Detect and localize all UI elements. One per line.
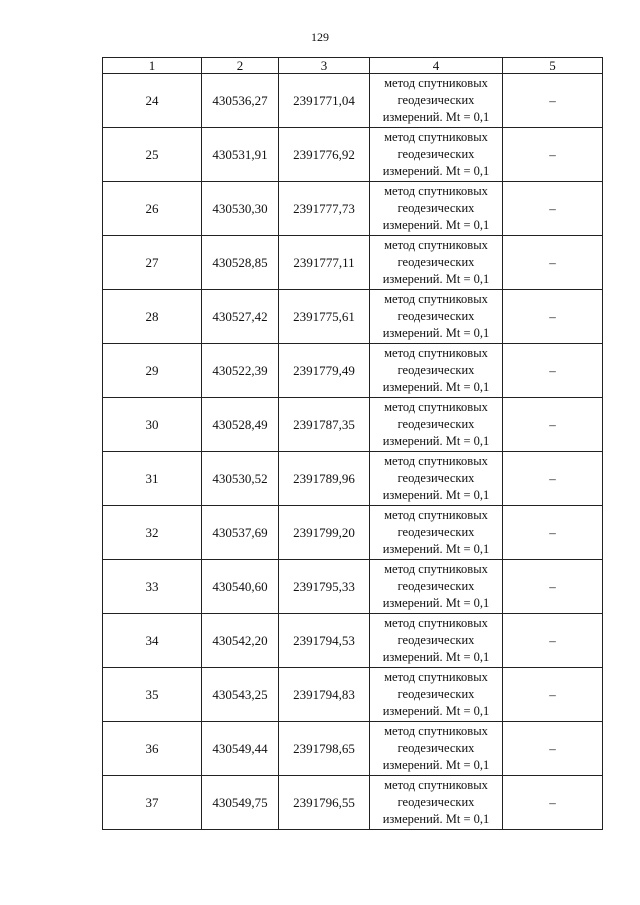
coordinate-x: 430527,42	[202, 290, 279, 344]
coordinate-y: 2391775,61	[279, 290, 370, 344]
coordinate-y: 2391779,49	[279, 344, 370, 398]
method-description	[370, 290, 503, 344]
method-line-3: измерений. Mt = 0,1	[382, 758, 490, 772]
method-line-1: метод спутниковых	[384, 184, 488, 198]
table-row	[103, 236, 603, 290]
coordinate-y: 2391789,96	[279, 452, 370, 506]
method-line-1: метод спутниковых	[384, 670, 488, 684]
table-row	[103, 74, 603, 128]
coordinate-y: 2391787,35	[279, 398, 370, 452]
point-number: 29	[103, 344, 202, 398]
coordinate-x: 430543,25	[202, 668, 279, 722]
coordinate-y: 2391795,33	[279, 560, 370, 614]
point-number: 32	[103, 506, 202, 560]
method-description	[370, 506, 503, 560]
coordinate-x: 430531,91	[202, 128, 279, 182]
method-description	[370, 398, 503, 452]
point-number: 37	[103, 776, 202, 830]
point-number: 30	[103, 398, 202, 452]
method-line-1: метод спутниковых	[384, 130, 488, 144]
coordinate-x: 430536,27	[202, 74, 279, 128]
coordinate-y: 2391799,20	[279, 506, 370, 560]
point-number: 24	[103, 74, 202, 128]
column-header-2: 2	[202, 58, 279, 74]
method-line-1: метод спутниковых	[384, 616, 488, 630]
column-header-5: 5	[503, 58, 603, 74]
method-line-1: метод спутниковых	[384, 346, 488, 360]
method-line-3: измерений. Mt = 0,1	[382, 434, 490, 448]
method-line-2: геодезических	[397, 741, 475, 755]
method-line-3: измерений. Mt = 0,1	[382, 326, 490, 340]
method-description	[370, 452, 503, 506]
table-row	[103, 668, 603, 722]
method-description	[370, 182, 503, 236]
coordinate-y: 2391798,65	[279, 722, 370, 776]
method-line-3: измерений. Mt = 0,1	[382, 488, 490, 502]
point-number: 27	[103, 236, 202, 290]
method-description	[370, 722, 503, 776]
method-line-2: геодезических	[397, 525, 475, 539]
method-description	[370, 236, 503, 290]
coordinate-y: 2391796,55	[279, 776, 370, 830]
point-number: 34	[103, 614, 202, 668]
method-line-2: геодезических	[397, 201, 475, 215]
note-cell: –	[503, 398, 603, 452]
column-header-3: 3	[279, 58, 370, 74]
method-line-3: измерений. Mt = 0,1	[382, 164, 490, 178]
note-cell: –	[503, 560, 603, 614]
coordinate-x: 430528,49	[202, 398, 279, 452]
point-number: 33	[103, 560, 202, 614]
method-line-3: измерений. Mt = 0,1	[382, 704, 490, 718]
method-line-1: метод спутниковых	[384, 562, 488, 576]
column-header-1: 1	[103, 58, 202, 74]
note-cell: –	[503, 452, 603, 506]
coordinate-x: 430537,69	[202, 506, 279, 560]
method-line-2: геодезических	[397, 309, 475, 323]
method-line-2: геодезических	[397, 417, 475, 431]
table-row	[103, 290, 603, 344]
table-row	[103, 776, 603, 830]
method-description	[370, 128, 503, 182]
note-cell: –	[503, 614, 603, 668]
note-cell: –	[503, 668, 603, 722]
coordinate-x: 430549,75	[202, 776, 279, 830]
method-line-2: геодезических	[397, 363, 475, 377]
point-number: 35	[103, 668, 202, 722]
coordinate-y: 2391771,04	[279, 74, 370, 128]
table-row	[103, 398, 603, 452]
coordinate-y: 2391777,11	[279, 236, 370, 290]
method-line-3: измерений. Mt = 0,1	[382, 380, 490, 394]
method-line-2: геодезических	[397, 93, 475, 107]
coordinate-y: 2391777,73	[279, 182, 370, 236]
method-line-3: измерений. Mt = 0,1	[382, 272, 490, 286]
method-line-1: метод спутниковых	[384, 454, 488, 468]
note-cell: –	[503, 344, 603, 398]
table-row	[103, 452, 603, 506]
table-row	[103, 128, 603, 182]
coordinate-y: 2391794,53	[279, 614, 370, 668]
table-row	[103, 344, 603, 398]
point-number: 31	[103, 452, 202, 506]
method-description	[370, 560, 503, 614]
table-row	[103, 506, 603, 560]
note-cell: –	[503, 236, 603, 290]
coordinate-x: 430528,85	[202, 236, 279, 290]
point-number: 26	[103, 182, 202, 236]
coordinates-table	[102, 57, 603, 830]
method-line-2: геодезических	[397, 633, 475, 647]
coordinate-y: 2391794,83	[279, 668, 370, 722]
point-number: 28	[103, 290, 202, 344]
table-row	[103, 722, 603, 776]
method-line-2: геодезических	[397, 471, 475, 485]
coordinate-x: 430540,60	[202, 560, 279, 614]
method-line-2: геодезических	[397, 255, 475, 269]
note-cell: –	[503, 182, 603, 236]
method-line-3: измерений. Mt = 0,1	[382, 110, 490, 124]
note-cell: –	[503, 722, 603, 776]
table-row	[103, 560, 603, 614]
method-description	[370, 344, 503, 398]
coordinate-x: 430549,44	[202, 722, 279, 776]
page-number: 129	[311, 30, 329, 44]
method-line-1: метод спутниковых	[384, 238, 488, 252]
method-line-3: измерений. Mt = 0,1	[382, 542, 490, 556]
coordinate-x: 430522,39	[202, 344, 279, 398]
table-body	[103, 74, 603, 830]
method-line-1: метод спутниковых	[384, 508, 488, 522]
coordinate-x: 430530,52	[202, 452, 279, 506]
method-line-2: геодезических	[397, 579, 475, 593]
table-row	[103, 182, 603, 236]
method-line-3: измерений. Mt = 0,1	[382, 650, 490, 664]
note-cell: –	[503, 506, 603, 560]
method-line-2: геодезических	[397, 795, 475, 809]
note-cell: –	[503, 128, 603, 182]
column-header-4: 4	[370, 58, 503, 74]
table-header-row	[103, 58, 603, 74]
coordinate-y: 2391776,92	[279, 128, 370, 182]
method-line-1: метод спутниковых	[384, 724, 488, 738]
coordinate-x: 430542,20	[202, 614, 279, 668]
point-number: 25	[103, 128, 202, 182]
method-line-1: метод спутниковых	[384, 76, 488, 90]
coordinate-x: 430530,30	[202, 182, 279, 236]
method-line-3: измерений. Mt = 0,1	[382, 218, 490, 232]
method-description	[370, 74, 503, 128]
method-line-1: метод спутниковых	[384, 400, 488, 414]
method-description	[370, 668, 503, 722]
point-number: 36	[103, 722, 202, 776]
method-line-3: измерений. Mt = 0,1	[382, 812, 490, 826]
note-cell: –	[503, 290, 603, 344]
method-description	[370, 614, 503, 668]
note-cell: –	[503, 776, 603, 830]
method-description	[370, 776, 503, 830]
method-line-2: геодезических	[397, 687, 475, 701]
method-line-1: метод спутниковых	[384, 292, 488, 306]
note-cell: –	[503, 74, 603, 128]
method-line-2: геодезических	[397, 147, 475, 161]
table-row	[103, 614, 603, 668]
method-line-1: метод спутниковых	[384, 778, 488, 792]
method-line-3: измерений. Mt = 0,1	[382, 596, 490, 610]
